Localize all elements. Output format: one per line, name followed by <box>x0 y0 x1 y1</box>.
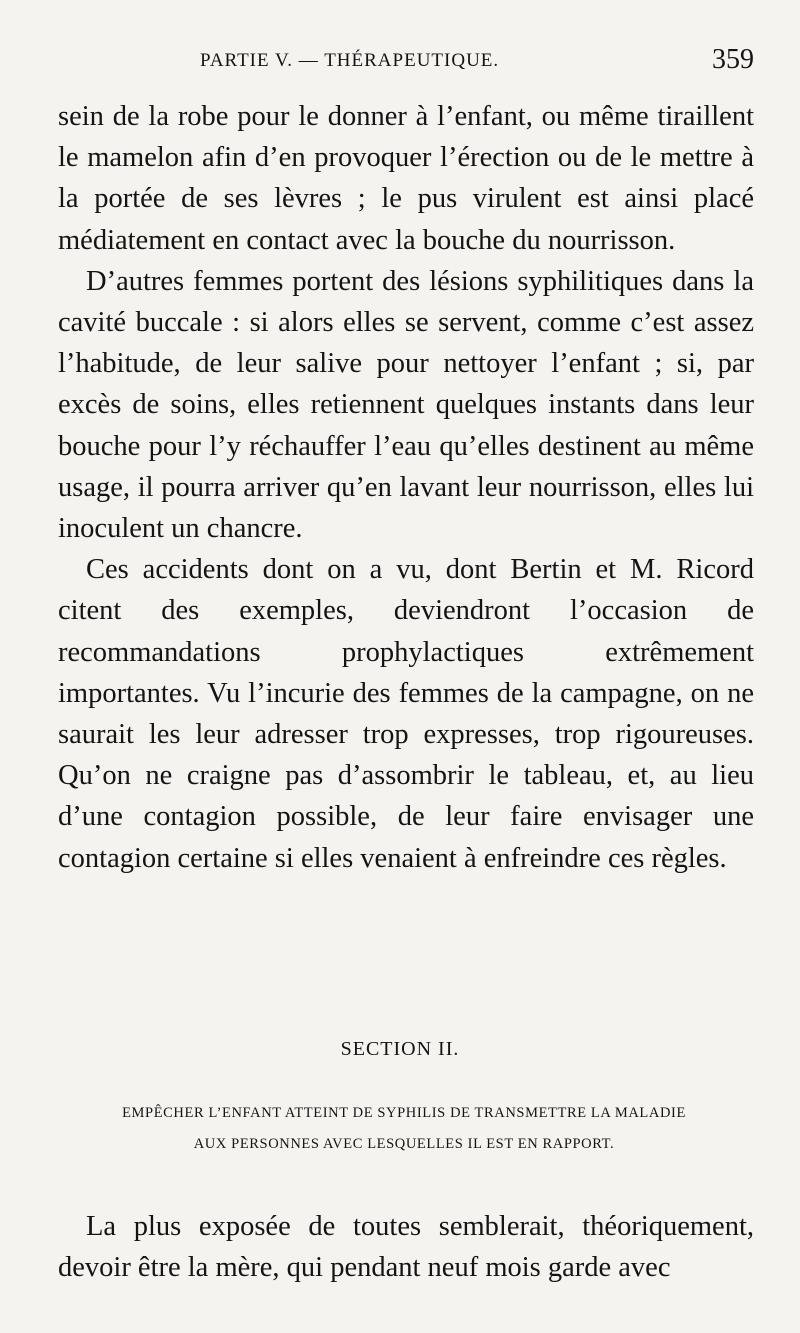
body-text-continued <box>58 1206 754 1288</box>
paragraph-2: D’autres femmes portent des lésions syphilitiques dans la cavité buccale : si alors elles se servent, comme c’est assez l’habitude, de leur salive pour nettoyer l’enfant ; si, par excès de soins, elles retiennent quelques instants dans leur bouche pour l’y réchauffer l’eau qu’elles destinent au même usage, il pourra arriver qu’en lavant leur nourrisson, elles lui inoculent un chancre. <box>58 265 754 545</box>
paragraph-1: sein de la robe pour le donner à l’enfant, ou même tiraillent le mamelon afin d’en provoquer l’érection ou de le mettre à la portée de ses lèvres ; le pus virulent est ainsi placé médiatement en contact avec la bouche du nourrisson. <box>58 101 754 256</box>
section-subtitle <box>52 1098 756 1160</box>
section-subtitle-line-2: AUX PERSONNES AVEC LESQUELLES IL EST EN RAPPORT. <box>193 1136 615 1152</box>
page-number: 359 <box>712 44 754 75</box>
paragraph-3: Ces accidents dont on a vu, dont Bertin et M. Ricord citent des exemples, deviendront l’occasion de recommandations prophylactiques extrêmement importantes. Vu l’incurie des femmes de la campagne, on ne saurait les leur adresser trop expresses, trop rigoureuses. Qu’on ne craigne pas d’assombrir le tableau, et, au lieu d’une contagion possible, de leur faire envisager une contagion certaine si elles venaient à enfreindre ces règles. <box>58 554 754 874</box>
body-text <box>58 96 754 879</box>
section-heading: SECTION II. <box>340 1038 460 1060</box>
section-subtitle-line-1: EMPÊCHER L’ENFANT ATTEINT DE SYPHILIS DE TRANSMETTRE LA MALADIE <box>122 1105 686 1121</box>
running-head <box>60 44 760 78</box>
running-head-title: PARTIE V. — THÉRAPEUTIQUE. <box>200 50 500 71</box>
paragraph-4: La plus exposée de toutes semblerait, théoriquement, devoir être la mère, qui pendant neuf mois garde avec <box>58 1211 754 1284</box>
